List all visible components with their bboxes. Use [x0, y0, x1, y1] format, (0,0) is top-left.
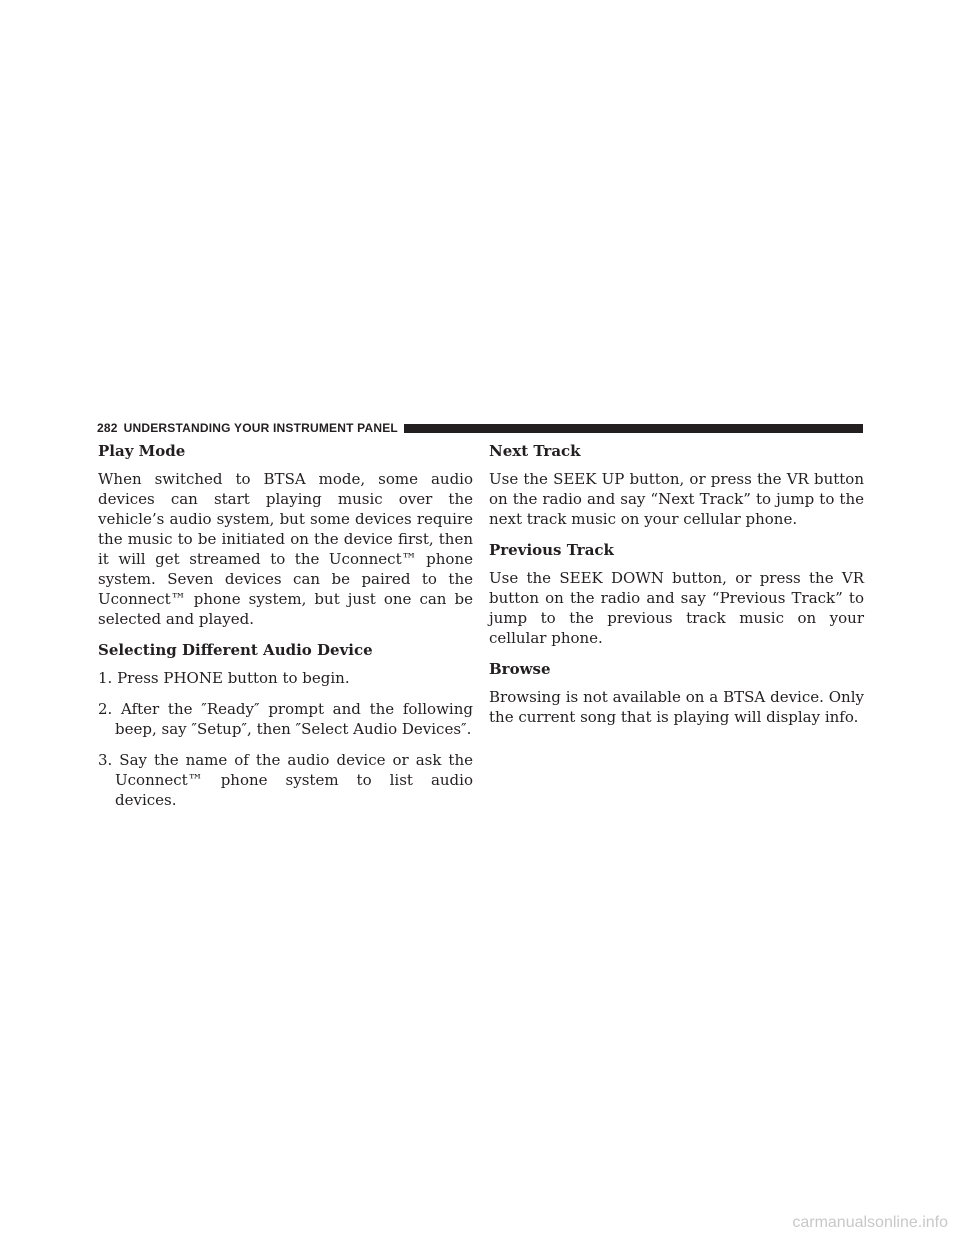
previous-track-section: [489, 540, 864, 648]
step-item: 2. After the ″Ready″ prompt and the following beep, say ″Setup″, then ″Select Audio Devices″.: [98, 700, 473, 738]
next-track-body: Use the SEEK UP button, or press the VR button on the radio and say “Next Track” to jump to the next track music on your cellular phone.: [489, 470, 864, 528]
selecting-device-section: [98, 640, 473, 810]
browse-heading: Browse: [489, 660, 551, 678]
section-title: UNDERSTANDING YOUR INSTRUMENT PANEL: [123, 421, 398, 435]
right-column: [489, 441, 864, 738]
step-item: 1. Press PHONE button to begin.: [98, 669, 350, 687]
steps-list: [98, 668, 473, 810]
selecting-device-heading: Selecting Different Audio Device: [98, 641, 373, 659]
previous-track-heading: Previous Track: [489, 541, 614, 559]
page-number: 282: [97, 421, 118, 435]
browse-section: [489, 659, 864, 727]
step-item: 3. Say the name of the audio device or ask the Uconnect™ phone system to list audio devices.: [98, 751, 473, 809]
previous-track-body: Use the SEEK DOWN button, or press the VR button on the radio and say “Previous Track” to jump to the previous track music on your cellular phone.: [489, 569, 864, 647]
play-mode-heading: Play Mode: [98, 442, 186, 460]
play-mode-body: When switched to BTSA mode, some audio devices can start playing music over the vehicle’s audio system, but some devices require the music to be initiated on the device first, then it will get streamed to the Uconnect™ phone system. Seven devices can be paired to the Uconnect™ phone system, but just one can be selected and played.: [98, 470, 473, 628]
watermark: carmanualsonline.info: [792, 1214, 948, 1231]
next-track-heading: Next Track: [489, 442, 581, 460]
play-mode-section: [98, 441, 473, 629]
left-column: [98, 441, 473, 821]
header-rule: [404, 424, 863, 433]
next-track-section: [489, 441, 864, 529]
page-header: [97, 419, 863, 437]
browse-body: Browsing is not available on a BTSA device. Only the current song that is playing will display info.: [489, 688, 864, 726]
